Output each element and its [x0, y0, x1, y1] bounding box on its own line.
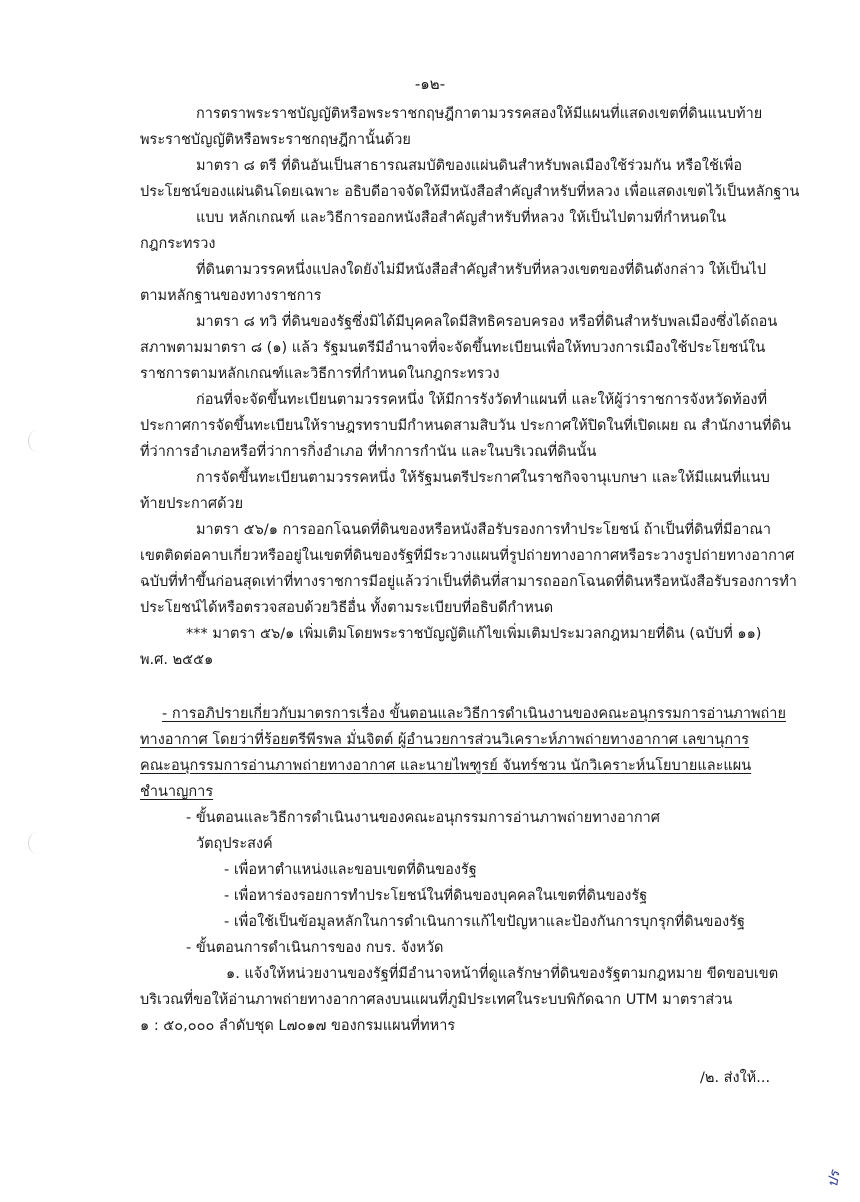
paragraph-line: มาตรา ๕๖/๑ การออกโฉนดที่ดินของหรือหนังสือรับรองการทำประโยชน์ ถ้าเป็นที่ดินที่มีอาณา	[196, 522, 772, 538]
paragraph-line: ฉบับที่ทำขึ้นก่อนสุดเท่าที่ทางราชการมีอยู่แล้วว่าเป็นที่ดินที่สามารถออกโฉนดที่ดินหรือหนังสือรับรองการทำ	[140, 574, 797, 590]
footnote-line: พ.ศ. ๒๕๕๑	[140, 652, 214, 668]
paragraph-line: กฎกระทรวง	[140, 236, 216, 252]
margin-initials: ปร	[824, 1169, 844, 1189]
paragraph-line: ที่ดินตามวรรคหนึ่งแปลงใดยังไม่มีหนังสือสำคัญสำหรับที่หลวงเขตของที่ดินดังกล่าว ให้เป็นไป	[196, 262, 767, 278]
paragraph-line: พระราชบัญญัติหรือพระราชกฤษฎีกานั้นด้วย	[140, 132, 411, 148]
paragraph-line: ราชการตามหลักเกณฑ์และวิธีการที่กำหนดในกฎกระทรวง	[140, 366, 500, 382]
objective-item: - เพื่อใช้เป็นข้อมูลหลักในการดำเนินการแก้ไขปัญหาและป้องกันการบุกรุกที่ดินของรัฐ	[224, 914, 746, 930]
objective-item: - เพื่อหาร่องรอยการทำประโยชน์ในที่ดินของบุคคลในเขตที่ดินของรัฐ	[224, 888, 648, 904]
discussion-heading-line: ทางอากาศ โดยว่าที่ร้อยตรีพีรพล มั่นจิตต์ ผู้อำนวยการส่วนวิเคราะห์ภาพถ่ายทางอากาศ เลขานุการ	[140, 732, 750, 748]
footnote-line: *** มาตรา ๕๖/๑ เพิ่มเติมโดยพระราชบัญญัติแก้ไขเพิ่มเติมประมวลกฎหมายที่ดิน (ฉบับที่ ๑๑)	[186, 626, 762, 642]
paragraph-line: สภาพตามมาตรา ๘ (๑) แล้ว รัฐมนตรีมีอำนาจที่จะจัดขึ้นทะเบียนเพื่อให้ทบวงการเมืองใช้ประโยชน์ใน	[140, 340, 766, 356]
continuation-note: /๒. ส่งให้...	[700, 1070, 771, 1086]
paragraph-line: การจัดขึ้นทะเบียนตามวรรคหนึ่ง ให้รัฐมนตรีประกาศในราชกิจจานุเบกษา และให้มีแผนที่แนบ	[196, 470, 770, 486]
section-item: - ขั้นตอนการดำเนินการของ กบร. จังหวัด	[186, 940, 444, 956]
procedure-step-line: ๑. แจ้งให้หน่วยงานของรัฐที่มีอำนาจหน้าที่ดูแลรักษาที่ดินของรัฐตามกฎหมาย ขีดขอบเขต	[226, 966, 779, 982]
discussion-heading-line: ชำนาญการ	[140, 784, 214, 800]
paragraph-line: ตามหลักฐานของทางราชการ	[140, 288, 322, 304]
paragraph-line: ก่อนที่จะจัดขึ้นทะเบียนตามวรรคหนึ่ง ให้มีการรังวัดทำแผนที่ และให้ผู้ว่าราชการจังหวัดท้องที่	[196, 392, 768, 408]
paragraph-line: การตราพระราชบัญญัติหรือพระราชกฤษฎีกาตามวรรคสองให้มีแผนที่แสดงเขตที่ดินแนบท้าย	[196, 106, 763, 122]
paragraph-line: ที่ว่าการอำเภอหรือที่ว่าการกิ่งอำเภอ ที่ทำการกำนัน และในบริเวณที่ดินนั้น	[140, 444, 597, 460]
page-number: -๑๒-	[414, 75, 446, 93]
procedure-step-line: ๑ : ๕๐,๐๐๐ ลำดับชุด L๗๐๑๗ ของกรมแผนที่ทหาร	[140, 1018, 456, 1034]
paragraph-line: ประกาศการจัดขึ้นทะเบียนให้ราษฎรทราบมีกำหนดสามสิบวัน ประกาศให้ปิดในที่เปิดเผย ณ สำนักงานที่ดิน	[140, 418, 791, 434]
paragraph-line: มาตรา ๘ ตรี ที่ดินอันเป็นสาธารณสมบัติของแผ่นดินสำหรับพลเมืองใช้ร่วมกัน หรือใช้เพื่อ	[196, 158, 743, 174]
paragraph-line: เขตติดต่อคาบเกี่ยวหรืออยู่ในเขตที่ดินของรัฐที่มีระวางแผนที่รูปถ่ายทางอากาศหรือระวางรูปถ่ายทางอากาศ	[140, 548, 795, 564]
paragraph-line: ท้ายประกาศด้วย	[140, 496, 244, 512]
paragraph-line: มาตรา ๘ ทวิ ที่ดินของรัฐซึ่งมิได้มีบุคคลใดมีสิทธิครอบครอง หรือที่ดินสำหรับพลเมืองซึ่งได้ถอน	[196, 314, 778, 330]
punch-hole-mark	[28, 430, 47, 452]
punch-hole-mark	[28, 832, 47, 854]
paragraph-line: ประโยชน์ได้หรือตรวจสอบด้วยวิธีอื่น ทั้งตามระเบียบที่อธิบดีกำหนด	[140, 600, 554, 616]
paragraph-line: ประโยชน์ของแผ่นดินโดยเฉพาะ อธิบดีอาจจัดให้มีหนังสือสำคัญสำหรับที่หลวง เพื่อแสดงเขตไว้เป็นหลักฐาน	[140, 184, 800, 200]
paragraph-line: แบบ หลักเกณฑ์ และวิธีการออกหนังสือสำคัญสำหรับที่หลวง ให้เป็นไปตามที่กำหนดใน	[196, 210, 726, 226]
discussion-heading-line: คณะอนุกรรมการอ่านภาพถ่ายทางอากาศ และนายไพฑูรย์ จันทร์ชวน นักวิเคราะห์นโยบายและแผน	[140, 758, 752, 774]
objective-item: - เพื่อหาตำแหน่งและขอบเขตที่ดินของรัฐ	[224, 862, 477, 878]
section-label: วัตถุประสงค์	[196, 836, 273, 852]
discussion-heading-line: - การอภิปรายเกี่ยวกับมาตรการเรื่อง ขั้นตอนและวิธีการดำเนินงานของคณะอนุกรรมการอ่านภาพถ่าย	[162, 706, 786, 722]
procedure-step-line: บริเวณที่ขอให้อ่านภาพถ่ายทางอากาศลงบนแผนที่ภูมิประเทศในระบบพิกัดฉาก UTM มาตราส่วน	[140, 992, 733, 1008]
section-item: - ขั้นตอนและวิธีการดำเนินงานของคณะอนุกรรมการอ่านภาพถ่ายทางอากาศ	[186, 810, 660, 826]
